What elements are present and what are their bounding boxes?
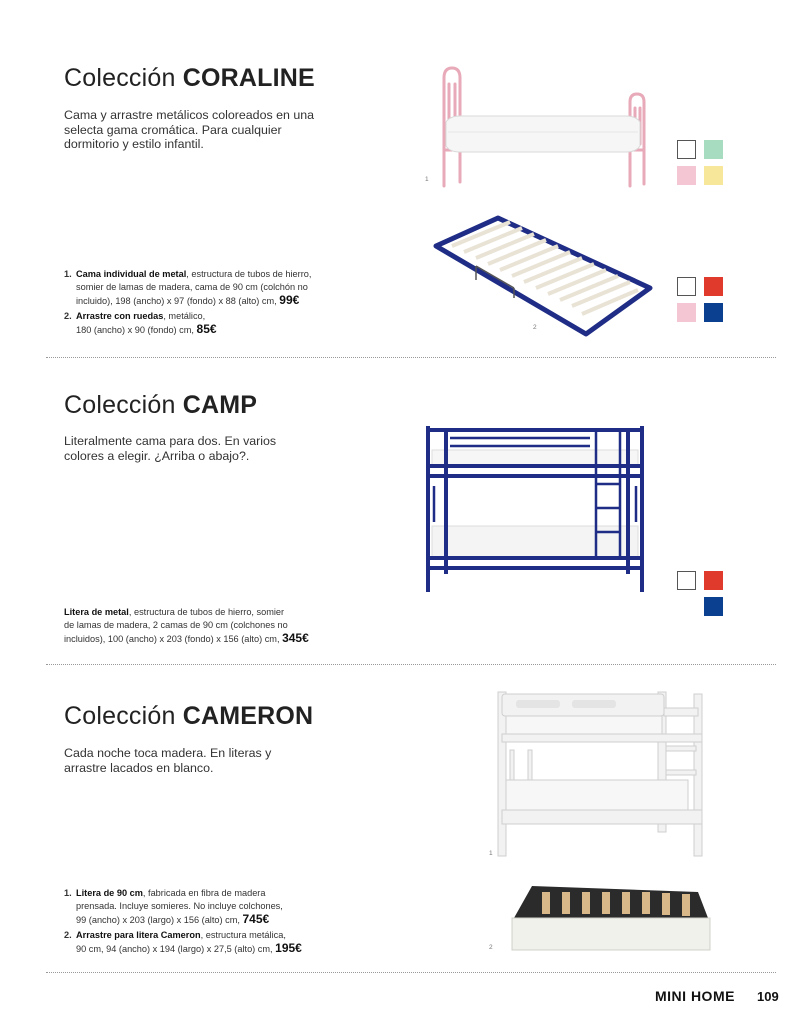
title-name: CORALINE — [182, 64, 315, 92]
footer-brand: MINI HOME — [655, 988, 735, 1004]
color-swatch-white[interactable] — [677, 140, 696, 159]
figure-label: 1 — [425, 176, 429, 183]
product-desc: somier de lamas de madera, cama de 90 cm (colchón no — [76, 282, 308, 292]
product-price: 99€ — [279, 293, 300, 307]
product-desc: 99 (ancho) x 203 (largo) x 156 (alto) cm, — [76, 915, 240, 925]
product-name: Litera de metal — [64, 607, 129, 617]
item-number: 2. — [64, 311, 72, 321]
product-price: 745€ — [242, 912, 270, 926]
product-price: 85€ — [196, 322, 217, 336]
item-number: 1. — [64, 269, 72, 279]
product-name: Cama individual de metal — [76, 269, 187, 279]
product-spec-item — [64, 268, 311, 281]
section-title-coraline — [64, 64, 315, 93]
color-swatch-white[interactable] — [677, 571, 696, 590]
product-desc: 90 cm, 94 (ancho) x 194 (largo) x 27,5 (alto) cm, — [76, 944, 273, 954]
product-spec-item — [64, 310, 311, 323]
color-swatch-mint[interactable] — [704, 140, 723, 159]
title-prefix: Colección — [64, 702, 176, 730]
product-desc: prensada. Incluye somieres. No incluye colchones, — [76, 901, 283, 911]
product-desc: 180 (ancho) x 90 (fondo) cm, — [76, 325, 194, 335]
cameron-trundle-image — [508, 882, 716, 954]
cameron-bunk-bed-image — [490, 686, 716, 858]
figure-label: 1 — [489, 850, 493, 857]
product-spec-list — [64, 887, 302, 956]
section-title-camp — [64, 391, 257, 420]
section-divider — [46, 664, 776, 665]
section-divider — [46, 357, 776, 358]
section-intro: Cada noche toca madera. En literas y arrastre lacados en blanco. — [64, 746, 272, 775]
product-price: 345€ — [282, 631, 309, 645]
color-swatch-red[interactable] — [704, 571, 723, 590]
product-spec-list — [64, 606, 309, 646]
section-intro: Cama y arrastre metálicos coloreados en una selecta gama cromática. Para cualquier dormitorio y estilo infantil. — [64, 108, 314, 151]
figure-label: 2 — [533, 324, 537, 331]
section-intro: Literalmente cama para dos. En varios colores a elegir. ¿Arriba o abajo?. — [64, 434, 277, 463]
color-swatch-pink[interactable] — [677, 303, 696, 322]
product-price: 195€ — [275, 941, 302, 955]
page-number: 109 — [757, 989, 779, 1004]
product-desc: , estructura de tubos de hierro, — [186, 269, 312, 279]
section-title-cameron — [64, 702, 313, 731]
product-desc: incluidos), 100 (ancho) x 203 (fondo) x 156 (alto) cm, — [64, 634, 280, 644]
product-spec-item — [64, 887, 302, 900]
product-desc: , fabricada en fibra de madera — [142, 888, 266, 898]
title-prefix: Colección — [64, 391, 176, 419]
product-spec-item — [64, 929, 302, 942]
title-name: CAMP — [182, 391, 258, 419]
product-spec-list — [64, 268, 311, 337]
color-swatch-red[interactable] — [704, 277, 723, 296]
color-swatch-navy[interactable] — [704, 597, 723, 616]
product-name: Litera de 90 cm — [76, 888, 143, 898]
title-name: CAMERON — [182, 702, 314, 730]
product-desc: , estructura de tubos de hierro, somier — [128, 607, 285, 617]
section-divider — [46, 972, 776, 973]
product-desc: de lamas de madera, 2 camas de 90 cm (colchones no — [64, 620, 288, 630]
coraline-bed-image — [430, 64, 660, 188]
color-swatch-yellow[interactable] — [704, 166, 723, 185]
product-spec-item — [64, 606, 309, 619]
product-desc: , estructura metálica, — [200, 930, 286, 940]
product-name: Arrastre para litera Cameron — [76, 930, 201, 940]
camp-bunk-bed-image — [420, 422, 650, 596]
product-desc: incluido), 198 (ancho) x 97 (fondo) x 88 (alto) cm, — [76, 296, 277, 306]
color-swatch-white[interactable] — [677, 277, 696, 296]
coraline-trundle-image — [428, 210, 660, 342]
color-swatch-navy[interactable] — [704, 303, 723, 322]
color-swatch-pink[interactable] — [677, 166, 696, 185]
title-prefix: Colección — [64, 64, 176, 92]
item-number: 1. — [64, 888, 72, 898]
item-number: 2. — [64, 930, 72, 940]
product-desc: , metálico, — [163, 311, 206, 321]
figure-label: 2 — [489, 944, 493, 951]
product-name: Arrastre con ruedas — [76, 311, 164, 321]
